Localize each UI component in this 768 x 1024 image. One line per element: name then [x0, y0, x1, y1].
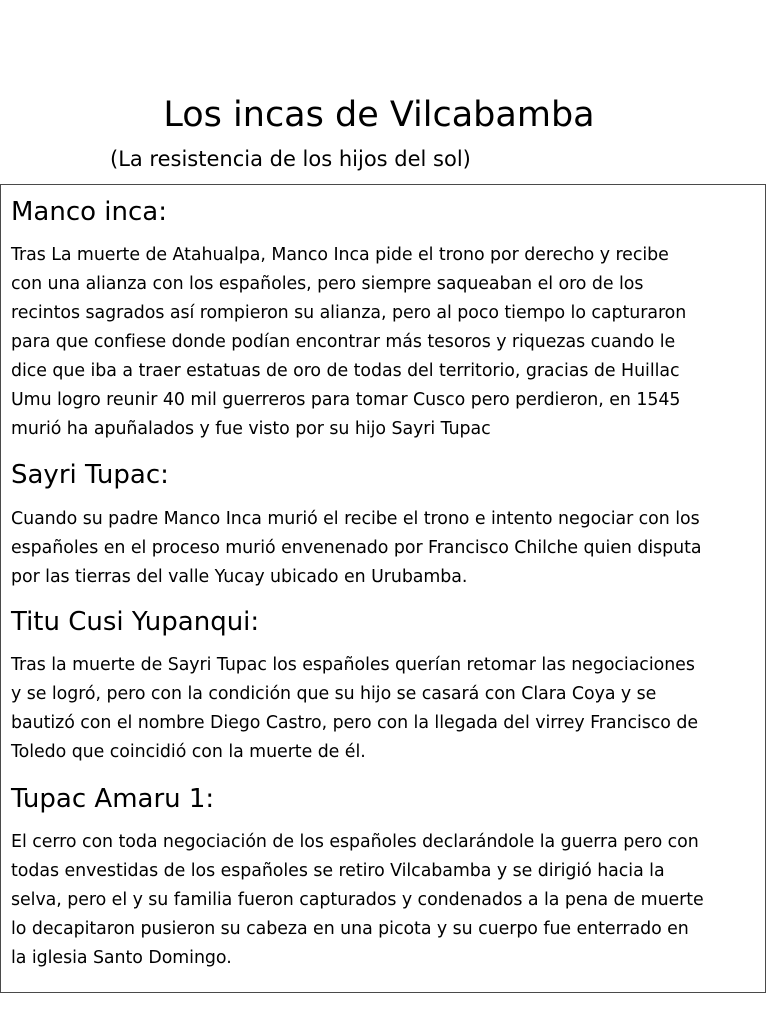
- document-subtitle: (La resistencia de los hijos del sol): [110, 147, 471, 171]
- text-line: recintos sagrados así rompieron su alianza, pero al poco tiempo lo capturaron: [11, 303, 687, 323]
- text-line: bautizó con el nombre Diego Castro, pero con la llegada del virrey Francisco de: [11, 713, 698, 733]
- section-heading-titu-cusi-yupanqui: Titu Cusi Yupanqui:: [11, 607, 260, 637]
- text-line: para que confiese donde podían encontrar más tesoros y riquezas cuando le: [11, 332, 676, 352]
- section-body-tupac-amaru: [11, 828, 763, 973]
- text-line: todas envestidas de los españoles se retiro Vilcabamba y se dirigió hacia la: [11, 861, 665, 881]
- text-line: Toledo que coincidió con la muerte de él.: [11, 742, 366, 762]
- text-line: murió ha apuñalados y fue visto por su hijo Sayri Tupac: [11, 419, 491, 439]
- text-line: la iglesia Santo Domingo.: [11, 948, 232, 968]
- content-box: [0, 184, 766, 993]
- text-line: por las tierras del valle Yucay ubicado en Urubamba.: [11, 567, 468, 587]
- text-line: El cerro con toda negociación de los españoles declarándole la guerra pero con: [11, 832, 699, 852]
- text-line: Cuando su padre Manco Inca murió el recibe el trono e intento negociar con los: [11, 509, 700, 529]
- text-line: Tras la muerte de Sayri Tupac los españoles querían retomar las negociaciones: [11, 655, 695, 675]
- text-line: con una alianza con los españoles, pero siempre saqueaban el oro de los: [11, 274, 644, 294]
- text-line: y se logró, pero con la condición que su hijo se casará con Clara Coya y se: [11, 684, 657, 704]
- text-line: lo decapitaron pusieron su cabeza en una picota y su cuerpo fue enterrado en: [11, 919, 689, 939]
- text-line: selva, pero el y su familia fueron capturados y condenados a la pena de muerte: [11, 890, 704, 910]
- section-heading-sayri-tupac: Sayri Tupac:: [11, 460, 169, 490]
- text-line: Tras La muerte de Atahualpa, Manco Inca pide el trono por derecho y recibe: [11, 245, 669, 265]
- text-line: españoles en el proceso murió envenenado por Francisco Chilche quien disputa: [11, 538, 702, 558]
- section-body-sayri-tupac: [11, 505, 763, 592]
- text-line: Umu logro reunir 40 mil guerreros para tomar Cusco pero perdieron, en 1545: [11, 390, 681, 410]
- section-body-titu-cusi-yupanqui: [11, 651, 763, 767]
- section-body-manco-inca: [11, 241, 763, 444]
- document-title: Los incas de Vilcabamba: [163, 95, 595, 135]
- section-heading-manco-inca: Manco inca:: [11, 197, 167, 227]
- section-heading-tupac-amaru: Tupac Amaru 1:: [11, 784, 215, 814]
- text-line: dice que iba a traer estatuas de oro de todas del territorio, gracias de Huillac: [11, 361, 680, 381]
